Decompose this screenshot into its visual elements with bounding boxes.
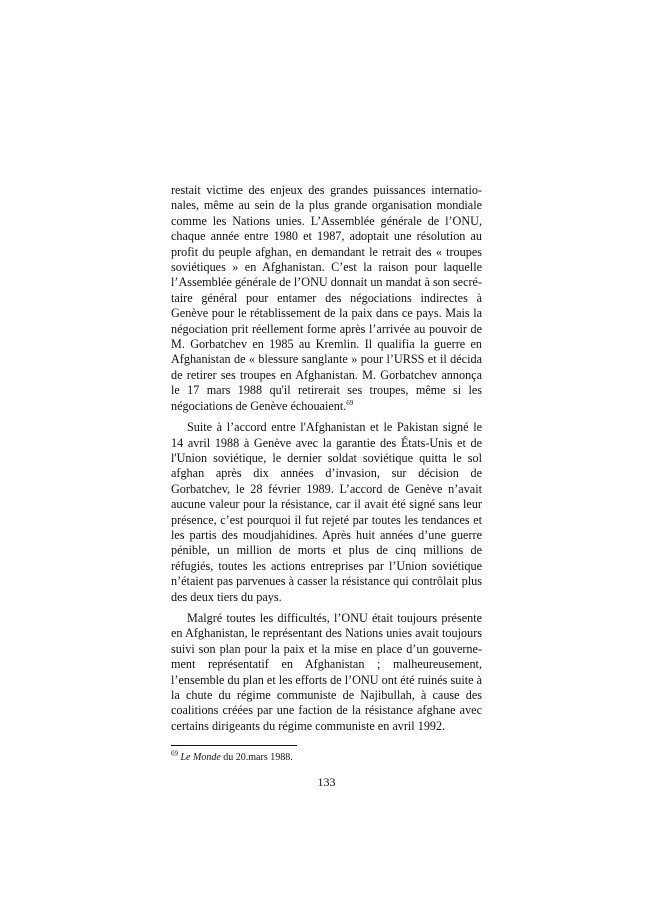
footnote-divider <box>171 745 297 746</box>
footnote-detail: du 20.mars 1988. <box>220 752 293 763</box>
footnote <box>171 751 482 764</box>
paragraph-1-text: restait victime des enjeux des grandes puissances internationales, même au sein de la plus grande organisation mondiale comme les Nations unies. L’Assemblée générale de l’ONU, chaque année entre 1980 et 1987, adoptait une résolution au profit du peuple afghan, en demandant le retrait des « troupes soviétiques » en Afghanistan. C’est la raison pour laquelle l’Assemblée générale de l’ONU donnait un mandat à son secrétaire général pour entamer des négociations indirectes à Genève pour le rétablissement de la paix dans ce pays. Mais la négociation prit réellement forme après l’arrivée au pouvoir de M. Gorbatchev en 1985 au Kremlin. Il qualifia la guerre en Afghanistan de « blessure sanglante » pour l’URSS et il décida de retirer ses troupes en Afghanistan. M. Gorbatchev annonça le 17 mars 1988 qu'il retirerait ses troupes, même si les négociations de Genève échouaient. <box>171 183 483 413</box>
paragraph-3: Malgré toutes les difficultés, l’ONU était toujours présente en Afghanistan, le représentant des Nations unies avait toujours suivi son plan pour la paix et la mise en place d’un gouvernement représentatif en Afghanistan ; malheureusement, l’ensemble du plan et les efforts de l’ONU ont été ruinés suite à la chute du régime communiste de Najibullah, à cause des coalitions créées par une faction de la résistance afghane avec certains dirigeants du régime communiste en avril 1992. <box>171 610 482 733</box>
footnote-source: Le Monde <box>180 752 221 763</box>
paragraph-2: Suite à l’accord entre l'Afghanistan et le Pakistan signé le 14 avril 1988 à Genève avec la garantie des États-Unis et de l'Union soviétique, le dernier soldat soviétique quitta le sol afghan après dix années d’invasion, sur décision de Gorbatchev, le 28 février 1989. L’accord de Genève n’avait aucune valeur pour la résistance, car il avait été signé sans leur présence, c’est pourquoi il fut rejeté par toutes les tendances et les partis des moudjahidines. Après huit années d’une guerre pénible, un million de morts et plus de cinq millions de réfugiés, toutes les actions entreprises par l’Union soviétique n’étaient pas parvenues à casser la résistance qui contrôlait plus des deux tiers du pays. <box>171 420 482 604</box>
paragraph-1 <box>171 183 482 414</box>
body-text <box>171 183 482 734</box>
page-number: 133 <box>317 775 336 789</box>
footnote-number: 69 <box>171 749 178 758</box>
footnote-reference[interactable]: 69 <box>346 398 354 407</box>
